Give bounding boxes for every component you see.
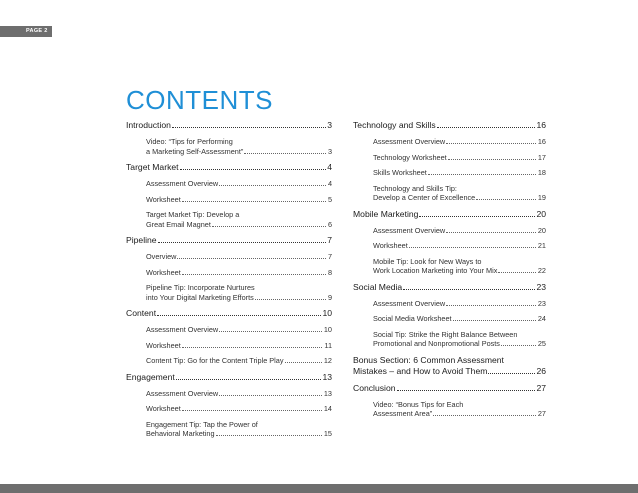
toc-page-number: 12: [323, 356, 332, 365]
toc-page-number: 13: [322, 371, 332, 382]
dot-leader: [219, 395, 322, 396]
toc-entry-label: Conclusion: [353, 382, 396, 393]
toc-section-entry[interactable]: [126, 372, 332, 383]
toc-subentry[interactable]: [353, 137, 546, 147]
toc-subentry[interactable]: [126, 389, 332, 399]
dot-leader: [419, 216, 535, 217]
toc-entry-label-line: Assessment Area”: [373, 409, 433, 418]
footer-bar: [0, 484, 638, 493]
dot-leader: [157, 315, 321, 316]
toc-page-number: 4: [327, 162, 332, 172]
dot-leader: [488, 373, 535, 374]
toc-entry-label-line: Technology Worksheet: [373, 152, 447, 162]
toc-entry-label-line: Skills Worksheet: [373, 168, 427, 177]
toc-entry-label-line: Promotional and Nonpromotional Posts: [373, 339, 500, 348]
toc-page-number: 23: [536, 281, 546, 292]
dot-leader: [158, 242, 327, 243]
toc-entry-label: Technology and Skills: [353, 120, 436, 130]
toc-entry-label: Pipeline: [126, 235, 157, 245]
dot-leader: [437, 127, 536, 128]
toc-entry-label-line: Content Tip: Go for the Content Triple Play: [146, 356, 284, 365]
toc-page-number: 7: [327, 252, 332, 261]
toc-entry-label-line: Video: “Bonus Tips for Each: [373, 399, 464, 409]
toc-page-number: 20: [536, 208, 546, 219]
dot-leader: [433, 415, 536, 416]
toc-entry-label-line: Technology and Skills Tip:: [373, 183, 457, 193]
toc-section-entry[interactable]: [353, 209, 546, 220]
toc-subentry[interactable]: [126, 341, 332, 351]
page-number-tab: PAGE 2: [0, 26, 52, 37]
toc-entry-label-line: Behavioral Marketing: [146, 429, 215, 438]
toc-page-number: 23: [537, 298, 546, 308]
toc-subentry[interactable]: [126, 268, 332, 278]
toc-page-number: 4: [327, 179, 332, 188]
toc-entry-label-line: Social Media Worksheet: [373, 314, 452, 323]
toc-subentry[interactable]: [353, 153, 546, 163]
toc-page-number: 19: [537, 193, 546, 202]
toc-page-number: 20: [537, 225, 546, 235]
toc-subentry[interactable]: [353, 168, 546, 178]
toc-entry-label-line: Great Email Magnet: [146, 219, 211, 229]
toc-entry-label: Content: [126, 308, 157, 318]
toc-page-number: 11: [324, 340, 332, 350]
toc-entry-label-line: Mistakes – and How to Avoid Them: [353, 365, 488, 376]
toc-page-number: 14: [323, 404, 332, 413]
dot-leader: [285, 362, 322, 363]
toc-page-number: 22: [537, 266, 546, 275]
dot-leader: [212, 226, 326, 227]
toc-page-number: 16: [537, 137, 546, 146]
toc-subentry[interactable]: [353, 226, 546, 236]
toc-section-entry[interactable]: [353, 383, 546, 394]
toc-page-number: 8: [327, 267, 332, 277]
toc-subentry[interactable]: [126, 252, 332, 262]
toc-entry-label-line: Engagement Tip: Tap the Power of: [146, 419, 258, 429]
dot-leader: [397, 390, 536, 391]
toc-entry-label-line: Assessment Overview: [146, 388, 219, 398]
toc-page-number: 13: [323, 388, 332, 398]
toc-entry-label-line: Video: “Tips for Performing: [146, 137, 233, 146]
toc-page-number: 3: [327, 120, 332, 130]
toc-subentry[interactable]: [353, 299, 546, 309]
toc-page-number: 15: [323, 429, 332, 438]
dot-leader: [176, 379, 322, 380]
toc-page-number: 9: [327, 292, 332, 302]
toc-subentry[interactable]: [126, 325, 332, 335]
toc-entry-label-line: Work Location Marketing into Your Mix: [373, 266, 498, 275]
toc-entry-label-line: Worksheet: [146, 194, 181, 204]
dot-leader: [216, 435, 322, 436]
toc-entry-label-line: Assessment Overview: [146, 325, 219, 334]
dot-leader: [446, 143, 536, 144]
toc-entry-label-line: Worksheet: [146, 404, 181, 413]
toc-section-entry[interactable]: [126, 308, 332, 319]
dot-leader: [255, 299, 326, 300]
toc-entry-label-line: Social Tip: Strike the Right Balance Between: [373, 329, 518, 339]
toc-page-number: 3: [327, 146, 332, 156]
toc-subentry[interactable]: [126, 283, 332, 302]
toc-entry-label-line: Assessment Overview: [373, 298, 446, 308]
dot-leader: [182, 410, 322, 411]
dot-leader: [448, 159, 536, 160]
toc-subentry[interactable]: [353, 257, 546, 276]
toc-entry-label-line: Target Market Tip: Develop a: [146, 210, 240, 219]
toc-entry-label-line: Assessment Overview: [146, 179, 219, 188]
toc-section-entry[interactable]: [126, 120, 332, 131]
dot-leader: [219, 185, 326, 186]
dot-leader: [453, 320, 536, 321]
dot-leader: [501, 345, 536, 346]
toc-entry-label: Mobile Marketing: [353, 208, 419, 219]
dot-leader: [182, 274, 326, 275]
dot-leader: [403, 289, 535, 290]
toc-page-number: 5: [327, 194, 332, 204]
toc-page-number: 7: [327, 235, 332, 245]
dot-leader: [498, 272, 535, 273]
toc-page-number: 10: [322, 308, 332, 318]
toc-page-number: 24: [537, 314, 546, 323]
toc-entry-label-line: a Marketing Self-Assessment”: [146, 146, 244, 156]
toc-entry-label-line: Worksheet: [146, 267, 181, 277]
toc-entry-label: Social Media: [353, 281, 403, 292]
dot-leader: [446, 305, 536, 306]
toc-entry-label-line: Mobile Tip: Look for New Ways to: [373, 256, 482, 266]
toc-section-entry[interactable]: [353, 120, 546, 131]
toc-entry-label: Introduction: [126, 120, 171, 130]
dot-leader: [244, 153, 326, 154]
toc-entry-label-line: Bonus Section: 6 Common Assessment: [353, 354, 504, 365]
toc-subentry[interactable]: [126, 356, 332, 366]
toc-page-number: 10: [323, 325, 332, 334]
toc-page-number: 6: [327, 219, 332, 229]
toc-entry-label-line: Develop a Center of Excellence: [373, 193, 476, 202]
toc-page-number: 27: [537, 409, 546, 418]
toc-entry-label-line: into Your Digital Marketing Efforts: [146, 292, 254, 302]
toc-page-number: 17: [537, 152, 546, 162]
toc-subentry[interactable]: [126, 420, 332, 439]
toc-subentry[interactable]: [126, 404, 332, 414]
toc-subentry[interactable]: [353, 314, 546, 324]
toc-entry-label-line: Worksheet: [146, 340, 181, 350]
toc-subentry[interactable]: [126, 210, 332, 229]
contents-title: CONTENTS: [126, 85, 273, 115]
toc-subentry[interactable]: [126, 137, 332, 156]
toc-section-entry[interactable]: [353, 355, 546, 377]
dot-leader: [219, 331, 322, 332]
toc-page-number: 16: [536, 120, 546, 130]
toc-left-column: [126, 120, 332, 445]
toc-entry-label-line: Worksheet: [373, 241, 408, 250]
toc-entry-label: Engagement: [126, 371, 175, 382]
dot-leader: [172, 127, 326, 128]
dot-leader: [446, 232, 536, 233]
toc-entry-label-line: Overview: [146, 252, 177, 261]
dot-leader: [177, 258, 326, 259]
dot-leader: [428, 174, 536, 175]
toc-subentry[interactable]: [353, 241, 546, 251]
toc-page-number: 26: [536, 365, 546, 376]
toc-entry-label-line: Assessment Overview: [373, 225, 446, 235]
dot-leader: [182, 347, 323, 348]
toc-page-number: 18: [537, 168, 546, 177]
toc-subentry[interactable]: [126, 179, 332, 189]
toc-entry-label-line: Assessment Overview: [373, 137, 446, 146]
toc-section-entry[interactable]: [126, 235, 332, 246]
dot-leader: [409, 247, 536, 248]
dot-leader: [180, 169, 327, 170]
toc-right-column: [353, 120, 546, 425]
toc-page-number: 27: [536, 382, 546, 393]
dot-leader: [182, 201, 326, 202]
toc-subentry[interactable]: [353, 400, 546, 419]
toc-subentry[interactable]: [353, 184, 546, 203]
toc-section-entry[interactable]: [353, 282, 546, 293]
toc-subentry[interactable]: [126, 195, 332, 205]
toc-section-entry[interactable]: [126, 162, 332, 173]
toc-subentry[interactable]: [353, 330, 546, 349]
toc-page-number: 21: [537, 241, 546, 250]
toc-entry-label-line: Pipeline Tip: Incorporate Nurtures: [146, 283, 255, 292]
toc-entry-label: Target Market: [126, 162, 179, 172]
dot-leader: [476, 199, 536, 200]
toc-page-number: 25: [537, 339, 546, 348]
